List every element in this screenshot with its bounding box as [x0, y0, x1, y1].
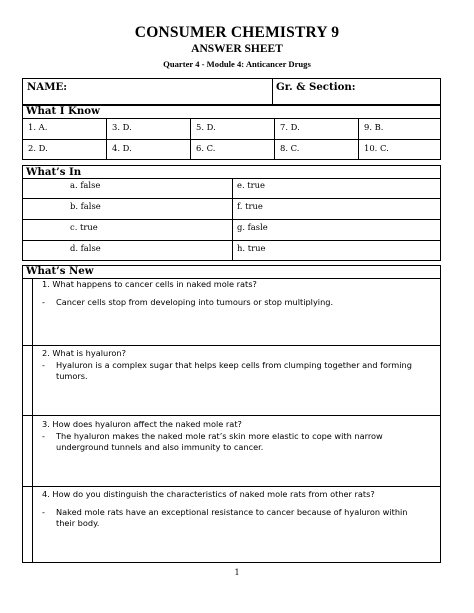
wik-col-1 — [106, 118, 107, 160]
question-4: 4. How do you distinguish the characteristics of naked mole rats from other rats? — [42, 489, 375, 499]
answer-cell: 3. D. — [112, 122, 132, 132]
whats-new-heading: What’s New — [26, 265, 94, 277]
wik-line-1 — [22, 118, 441, 119]
name-section-box — [22, 78, 441, 105]
answer-cell: 10. C. — [364, 143, 389, 153]
whats-in-heading: What’s In — [26, 166, 82, 178]
wik-col-2 — [190, 118, 191, 160]
wik-line-2 — [22, 139, 441, 140]
dash: - — [42, 431, 45, 441]
answer-cell: 1. A. — [28, 122, 48, 132]
wn-line-4 — [22, 486, 441, 487]
dash: - — [42, 360, 45, 370]
question-1: 1. What happens to cancer cells in naked mole rats? — [42, 279, 257, 289]
dash: - — [42, 297, 45, 307]
name-label: NAME: — [27, 81, 68, 93]
name-divider — [272, 78, 273, 105]
answer-3: The hyaluron makes the naked mole rat’s skin more elastic to cope with narrow underground tunnels and also immunity to cancer. — [56, 431, 383, 452]
whats-in-right: h. true — [237, 243, 266, 253]
whats-in-left: d. false — [70, 243, 101, 253]
page-number: 1 — [234, 568, 240, 577]
dash: - — [42, 507, 45, 517]
wik-col-4 — [358, 118, 359, 160]
section-label: Gr. & Section: — [276, 81, 356, 93]
answer-cell: 8. C. — [280, 143, 300, 153]
answer-cell: 4. D. — [112, 143, 132, 153]
answer-cell: 6. C. — [196, 143, 216, 153]
wn-line-3 — [22, 415, 441, 416]
module-title: Quarter 4 - Module 4: Anticancer Drugs — [163, 59, 311, 69]
what-i-know-heading: What I Know — [26, 105, 100, 117]
wik-col-3 — [274, 118, 275, 160]
answer-cell: 7. D. — [280, 122, 300, 132]
wn-line-2 — [22, 345, 441, 346]
whats-in-left: a. false — [70, 180, 101, 190]
document-subtitle: ANSWER SHEET — [191, 43, 283, 55]
answer-4: Naked mole rats have an exceptional resistance to cancer because of hyaluron within their body. — [56, 507, 408, 528]
whats-in-right: g. fasle — [237, 222, 268, 232]
whats-in-right: e. true — [237, 180, 265, 190]
whats-in-right: f. true — [237, 201, 263, 211]
document-title: CONSUMER CHEMISTRY 9 — [134, 24, 340, 41]
answer-cell: 5. D. — [196, 122, 216, 132]
answer-cell: 2. D. — [28, 143, 48, 153]
wn-left-rule — [32, 278, 33, 563]
whats-in-left: b. false — [70, 201, 101, 211]
answer-cell: 9. B. — [364, 122, 384, 132]
question-3: 3. How does hyaluron affect the naked mole rat? — [42, 419, 242, 429]
whats-in-left: c. true — [70, 222, 98, 232]
question-2: 2. What is hyaluron? — [42, 348, 126, 358]
answer-2: Hyaluron is a complex sugar that helps keep cells from clumping together and forming tumors. — [56, 360, 412, 381]
answer-1: Cancer cells stop from developing into tumours or stop multiplying. — [56, 297, 334, 307]
wi-col — [232, 178, 233, 261]
